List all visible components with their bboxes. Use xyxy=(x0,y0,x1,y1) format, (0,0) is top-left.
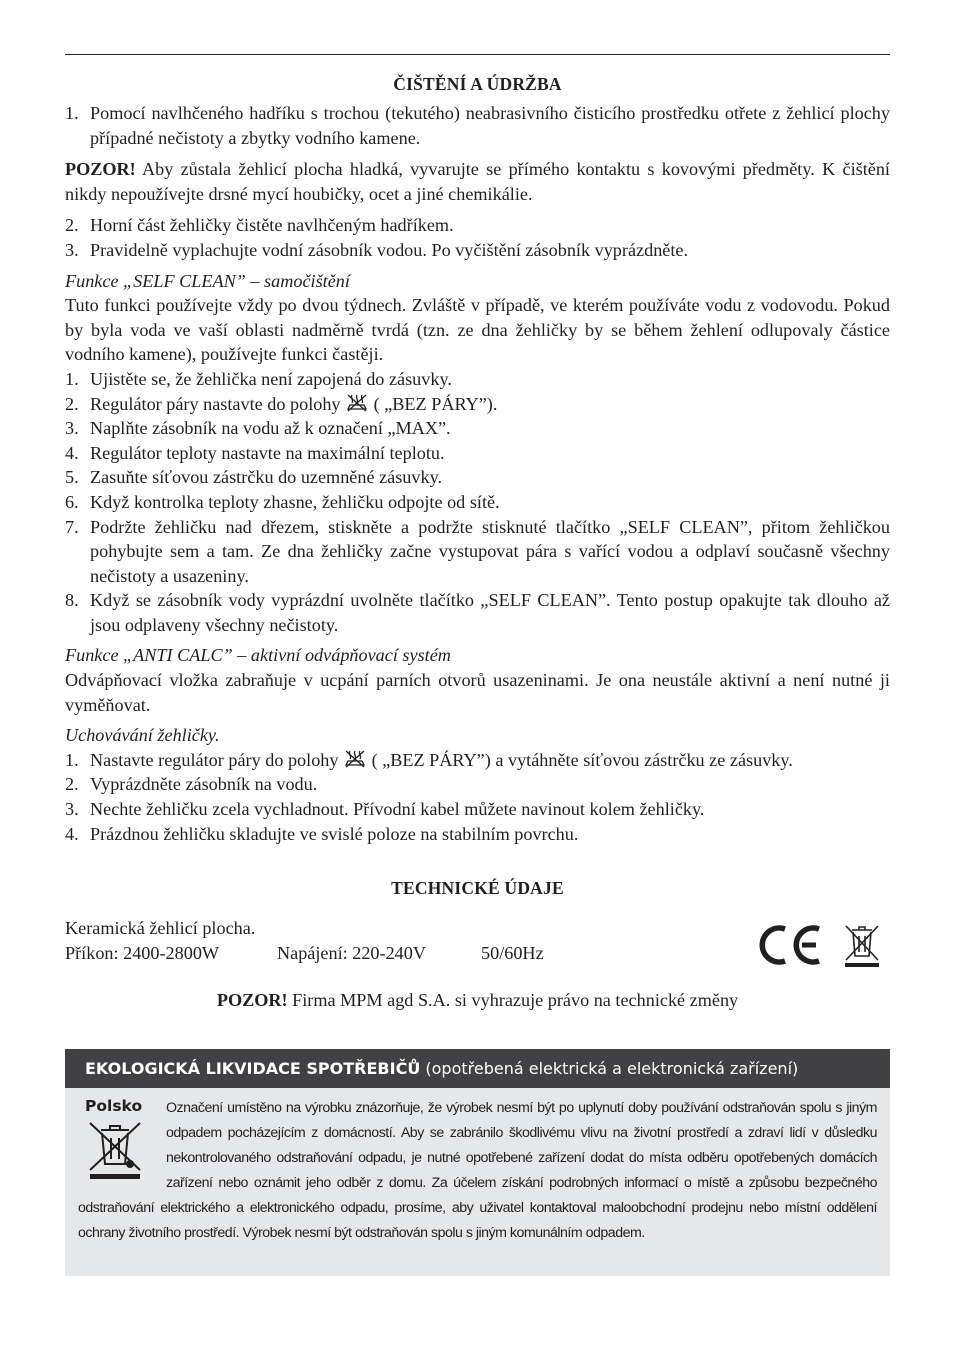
item-text: Když kontrolka teploty zhasne, žehličku odpojte od sítě. xyxy=(90,491,500,512)
cleaning-warning xyxy=(65,157,890,206)
crossed-bin-icon xyxy=(842,922,882,968)
item-text: Pomocí navlhčeného hadříku s trochou (tekutého) neabrasivního čisticího prostředku otřete z žehlicí plochy případné nečistoty a zbytky vodního kamene. xyxy=(90,103,890,148)
warning-label: POZOR! xyxy=(65,159,136,180)
technical-specs xyxy=(65,916,890,965)
top-rule xyxy=(65,54,890,55)
certification-marks xyxy=(756,922,882,968)
item-text: Prázdnou žehličku skladujte ve svislé poloze na stabilním povrchu. xyxy=(90,823,579,844)
eco-header xyxy=(65,1049,890,1088)
list-item xyxy=(65,238,890,263)
technical-title: TECHNICKÉ ÚDAJE xyxy=(391,878,564,899)
warning-text: Aby zůstala žehlicí plocha hladká, vyvarujte se přímého kontaktu s kovovými předměty. K čištění nikdy nepoužívejte drsné mycí houbičky, ocet a jiné chemikálie. xyxy=(65,159,890,204)
self-clean-steps xyxy=(65,367,890,638)
eco-left-column xyxy=(78,1096,166,1196)
soleplate-spec: Keramická žehlicí plocha. xyxy=(65,918,256,939)
warning-label: POZOR! xyxy=(216,990,288,1011)
technical-warning xyxy=(65,988,890,1013)
item-number: 6. xyxy=(65,491,79,512)
eco-disposal-box xyxy=(65,1049,890,1276)
item-number: 2. xyxy=(65,393,79,414)
eco-body xyxy=(65,1088,890,1246)
eco-title: EKOLOGICKÁ LIKVIDACE SPOTŘEBIČŮ xyxy=(85,1059,421,1078)
list-item xyxy=(65,822,890,847)
country-label: Polsko xyxy=(85,1097,143,1115)
crossed-bin-icon xyxy=(84,1118,146,1180)
item-number: 3. xyxy=(65,239,79,260)
item-text: Regulátor teploty nastavte na maximální teplotu. xyxy=(90,442,445,463)
item-text: Zasuňte síťovou zástrčku do uzemněné zásuvky. xyxy=(90,467,443,488)
eco-text: Označení umístěno na výrobku znázorňuje, že výrobek nesmí být po uplynutí doby používání odstraňován spolu s jiným odpadem pocházejícím z domácností. Aby se zabránilo škodlivému vlivu na životní prostředí a zdraví lidí v důsledku nekontrolovaného odstraňování odpadu, je nutné opotřebené zařízení dodat do místa odběru opotřebených domácích zařízení nebo oznámit jeho odběr z domu. Za účelem získání podrobných informací o místě a způsobu bezpečného odstraňování elektrického a elektronického odpadu, prosíme, aby uživatel kontaktoval maloobchodní prodejnu nebo místní oddělení ochrany životního prostředí. Výrobek nesmí být odstraňován spolu s jiným komunálním odpadem. xyxy=(78,1100,877,1241)
list-item xyxy=(65,490,890,515)
item-number: 3. xyxy=(65,418,79,439)
item-number: 7. xyxy=(65,516,79,537)
list-item xyxy=(65,213,890,238)
list-item xyxy=(65,392,890,417)
eco-subtitle: (opotřebená elektrická a elektronická zařízení) xyxy=(420,1059,799,1078)
item-number: 1. xyxy=(65,368,79,389)
item-text-after: ( „BEZ PÁRY”). xyxy=(369,393,498,414)
item-number: 2. xyxy=(65,215,79,236)
anti-calc-heading: Funkce „ANTI CALC” – aktivní odvápňovací systém xyxy=(65,645,451,666)
list-item xyxy=(65,465,890,490)
storage-steps xyxy=(65,748,890,846)
cleaning-steps-b xyxy=(65,213,890,262)
item-text: Horní část žehličky čistěte navlhčeným hadříkem. xyxy=(90,215,454,236)
self-clean-intro: Tuto funkci používejte vždy po dvou týdnech. Zvláště v případě, ve kterém používáte vodu z vodovodu. Pokud by byla voda ve vaší oblasti nadměrně tvrdá (tzn. ze dna žehličky by se během žehlení odlupovaly částice vodního kamene), používejte funkci častěji. xyxy=(65,295,890,365)
item-number: 4. xyxy=(65,442,79,463)
voltage-spec: Napájení: 220-240V xyxy=(277,942,426,963)
item-number: 1. xyxy=(65,749,79,770)
item-text: Pravidelně vyplachujte vodní zásobník vodou. Po vyčištění zásobník vyprázdněte. xyxy=(90,239,689,260)
no-steam-icon xyxy=(344,748,366,770)
item-text: Vyprázdněte zásobník na vodu. xyxy=(90,774,318,795)
list-item xyxy=(65,441,890,466)
list-item xyxy=(65,515,890,589)
item-number: 3. xyxy=(65,799,79,820)
item-text: Podržte žehličku nad dřezem, stiskněte a podržte stisknuté tlačítko „SELF CLEAN”, přitom žehličkou pohybujte sem a tam. Ze dna žehličky začne vystupovat pára s vařící vodou a odplaví současně všechny nečistoty a usazeniny. xyxy=(90,516,890,586)
item-number: 8. xyxy=(65,590,79,611)
item-text-before: Nastavte regulátor páry do polohy xyxy=(90,749,344,770)
storage-heading: Uchovávání žehličky. xyxy=(65,725,220,746)
item-number: 2. xyxy=(65,774,79,795)
list-item xyxy=(65,797,890,822)
frequency-spec: 50/60Hz xyxy=(481,942,544,963)
cleaning-steps-a xyxy=(65,101,890,150)
item-number: 4. xyxy=(65,823,79,844)
manual-content xyxy=(65,72,890,1013)
item-text-before: Regulátor páry nastavte do polohy xyxy=(90,393,346,414)
list-item xyxy=(65,748,890,773)
list-item xyxy=(65,367,890,392)
anti-calc-text: Odvápňovací vložka zabraňuje v ucpání parních otvorů usazeninami. Je ona neustále aktivní a není nutné ji vyměňovat. xyxy=(65,670,890,715)
item-number: 1. xyxy=(65,103,79,123)
list-item xyxy=(65,416,890,441)
item-text: Naplňte zásobník na vodu až k označení „MAX”. xyxy=(90,418,451,439)
ce-mark-icon xyxy=(756,924,824,966)
self-clean-heading: Funkce „SELF CLEAN” – samočištění xyxy=(65,270,350,291)
power-spec: Příkon: 2400-2800W xyxy=(65,942,220,963)
item-text: Když se zásobník vody vyprázdní uvolněte tlačítko „SELF CLEAN”. Tento postup opakujte tak dlouho až jsou odplaveny všechny nečistoty. xyxy=(90,590,890,635)
list-item xyxy=(65,101,890,150)
cleaning-title: ČIŠTĚNÍ A ÚDRŽBA xyxy=(393,74,562,94)
item-text: Nechte žehličku zcela vychladnout. Přívodní kabel můžete navinout kolem žehličky. xyxy=(90,799,705,820)
item-text: Ujistěte se, že žehlička není zapojená do zásuvky. xyxy=(90,368,452,389)
item-number: 5. xyxy=(65,467,79,488)
list-item xyxy=(65,772,890,797)
no-steam-icon xyxy=(346,392,368,414)
list-item xyxy=(65,588,890,637)
item-text-after: ( „BEZ PÁRY”) a vytáhněte síťovou zástrčku ze zásuvky. xyxy=(367,749,793,770)
warning-text: Firma MPM agd S.A. si vyhrazuje právo na technické změny xyxy=(287,990,739,1011)
